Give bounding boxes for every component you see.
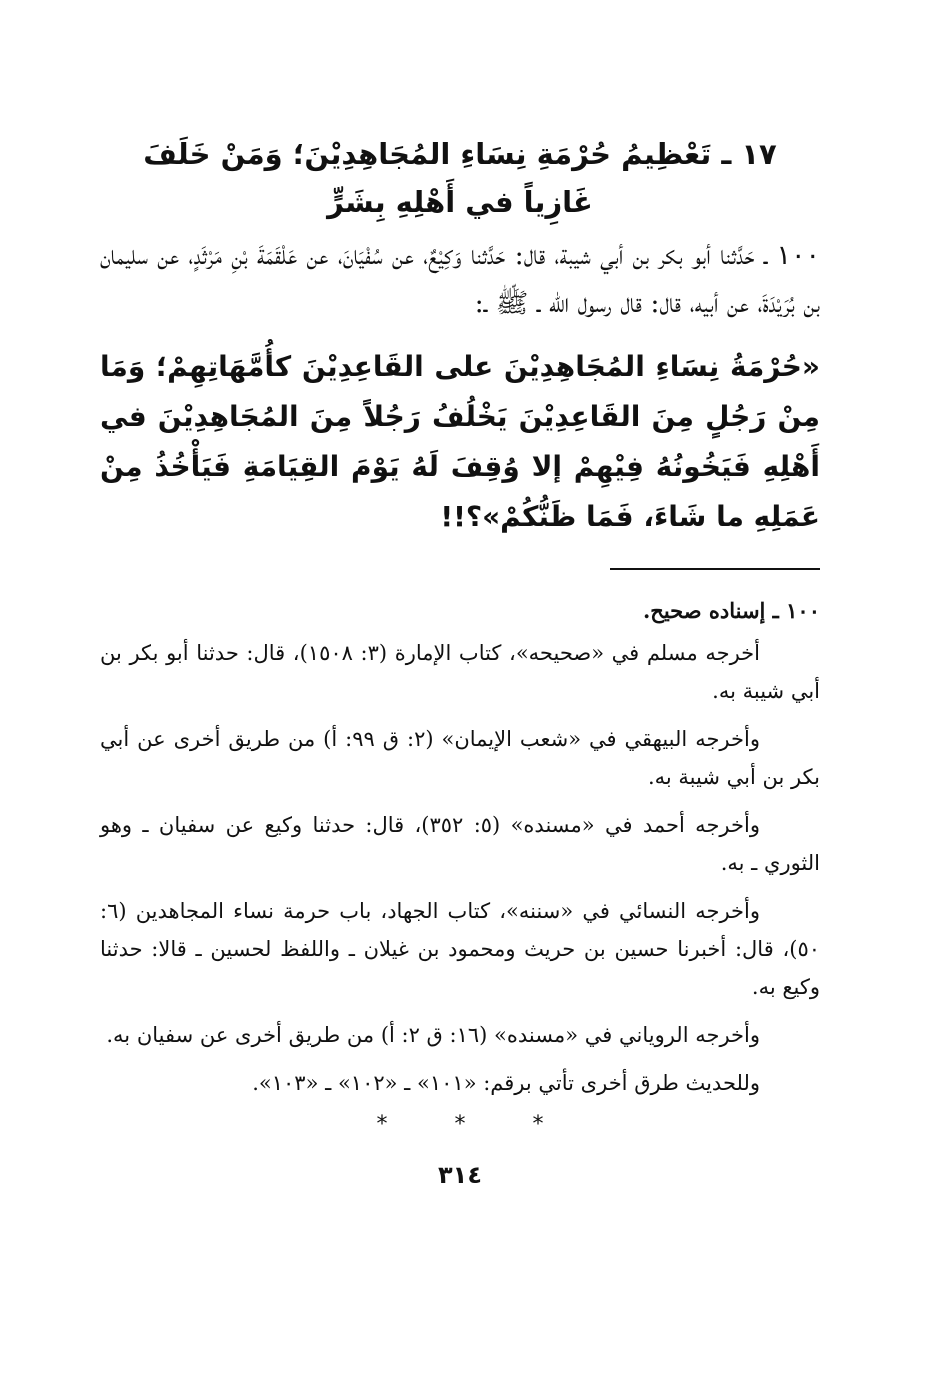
footnote-paragraph: وأخرجه النسائي في «سننه»، كتاب الجهاد، باب حرمة نساء المجاهدين (٦: ٥٠)، قال: أخبرنا حسين بن حريث ومحمود بن غيلان ـ واللفظ لحسين ـ قالا: حدثنا وكيع به. [100,899,820,999]
chapter-title [100,130,820,226]
footnote-paragraph: وأخرجه أحمد في «مسنده» (٥: ٣٥٢)، قال: حدثنا وكيع عن سفيان ـ وهو الثوري ـ به. [100,813,820,875]
footnote-paragraph: أخرجه مسلم في «صحيحه»، كتاب الإمارة (٣: ١٥٠٨)، قال: حدثنا أبو بكر بن أبي شيبة به. [100,641,820,703]
hadith-isnad: ١٠٠ ـ حَدَّثنا أبو بكر بن أبي شيبة، قال: حَدَّثنا وَكِيْعٌ، عن سُفْيَانَ، عن عَلْقَمَةَ بْنِ مَرْثَدٍ، عن سليمان بن بُرَيْدَةَ، عن أبيه، قال: قال رسول الله ـ ﷺ ـ: [100,240,820,319]
chapter-title-line-2: غَازِياً في أَهْلِهِ بِشَرٍّ [327,185,593,219]
page-number: ٣١٤ [438,1161,482,1189]
footnote-separator-line [610,568,820,570]
hadith-matn: «حُرْمَةُ نِسَاءِ المُجَاهِدِيْنَ على القَاعِدِيْنَ كأُمَّهَاتِهِمْ؛ وَمَا مِنْ رَجُلٍ مِنَ القَاعِدِيْنَ يَخْلُفُ رَجُلاً مِنَ المُجَاهِدِيْنَ في أَهْلِهِ فَيَخُونُهُ فِيْهِمْ إلا وُقِفَ لَهُ يَوْمَ القِيَامَةِ فَيَأْخُذُ مِنْ عَمَلِهِ ما شَاءَ، فَمَا ظَنُّكُمْ»؟!! [100,350,820,533]
section-end-asterisks: * * * [376,1112,544,1137]
footnote-heading: ١٠٠ ـ إسناده صحيح. [642,598,820,623]
footnote-paragraph: وأخرجه البيهقي في «شعب الإيمان» (٢: ق ٩٩: أ) من طريق أخرى عن أبي بكر بن أبي شيبة به. [100,727,820,789]
footnote-paragraph: وأخرجه الروياني في «مسنده» (١٦: ق ٢: أ) من طريق أخرى عن سفيان به. [106,1023,760,1047]
book-page [100,130,820,1189]
footnotes [100,592,820,1102]
footnote-paragraph: وللحديث طرق أخرى تأتي برقم: «١٠١» ـ «١٠٢» ـ «١٠٣». [252,1071,760,1095]
chapter-title-line-1: ١٧ ـ تَعْظِيمُ حُرْمَةِ نِسَاءِ المُجَاهِدِيْنَ؛ وَمَنْ خَلَفَ [143,137,777,171]
